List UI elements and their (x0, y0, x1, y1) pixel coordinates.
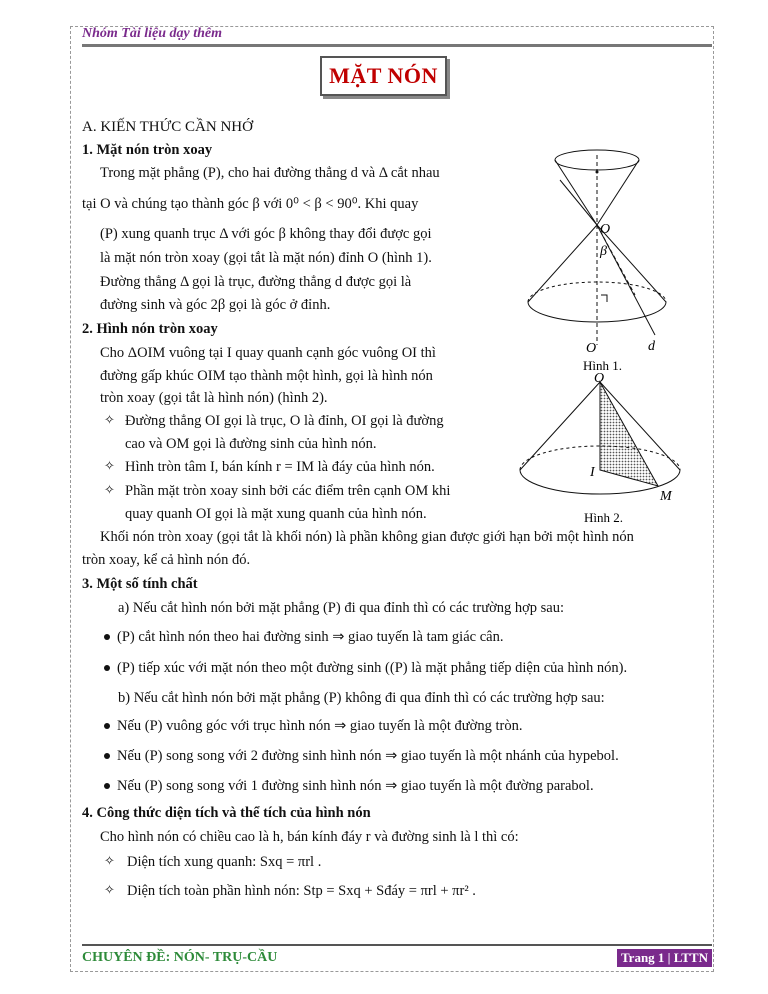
s2-line3: tròn xoay (gọi tắt là hình nón) (hình 2). (100, 390, 328, 406)
s1-line6: đường sinh và góc 2β gọi là góc ở đỉnh. (100, 297, 331, 313)
page-header: Nhóm Tài liệu dạy thêm (82, 26, 222, 41)
bullet-dot-icon (104, 665, 110, 671)
section-a-heading: A. KIẾN THỨC CẦN NHỚ (82, 119, 253, 135)
s2-para1: Khối nón tròn xoay (gọi tắt là khối nón) là phần không gian được giới hạn bởi một hình nón (100, 529, 634, 545)
bullet-dot-icon (104, 753, 110, 759)
bullet-diamond-icon: ✧ (104, 482, 115, 497)
bullet-dot-icon (104, 634, 110, 640)
s1-line2: tại O và chúng tạo thành góc β với 0⁰ < β < 90⁰. Khi quay (82, 196, 419, 212)
footer-rule (82, 944, 712, 946)
s1-line4: là mặt nón tròn xoay (gọi tắt là mặt nón) đỉnh O (hình 1). (100, 250, 432, 266)
fig1-label-o-top: O (600, 222, 611, 237)
figure-1-double-cone (500, 145, 700, 380)
bullet-diamond-icon: ✧ (104, 458, 115, 473)
s2-bullet3-b: quay quanh OI gọi là mặt xung quanh của hình nón. (125, 506, 427, 522)
s3-b1: Nếu (P) vuông góc với trục hình nón ⇒ giao tuyến là một đường tròn. (117, 718, 523, 734)
title-box (320, 56, 447, 96)
header-rule (82, 44, 712, 47)
bullet-dot-icon (104, 783, 110, 789)
s1-line3: (P) xung quanh trục Δ với góc β không thay đổi được gọi (100, 226, 432, 242)
s3-heading: 3. Một số tính chất (82, 576, 198, 592)
fig1-label-o-bottom: O (586, 341, 597, 356)
s4-line1: Cho hình nón có chiều cao là h, bán kính đáy r và đường sinh là l thì có: (100, 829, 519, 845)
fig2-label-m: M (660, 489, 672, 504)
s4-heading: 4. Công thức diện tích và thể tích của hình nón (82, 805, 371, 821)
s2-line1: Cho ΔOIM vuông tại I quay quanh cạnh góc vuông OI thì (100, 345, 436, 361)
s2-heading: 2. Hình nón tròn xoay (82, 321, 218, 337)
s2-bullet3-a: Phần mặt tròn xoay sinh bởi các điểm trên cạnh OM khi (125, 483, 451, 499)
bullet-dot-icon (104, 723, 110, 729)
s4-formula1: Diện tích xung quanh: Sxq = πrl . (127, 854, 322, 870)
s3-b: b) Nếu cắt hình nón bởi mặt phẳng (P) không đi qua đỉnh thì có các trường hợp sau: (118, 690, 605, 706)
s2-line2: đường gấp khúc OIM tạo thành một hình, gọi là hình nón (100, 368, 433, 384)
fig1-label-beta: β (600, 244, 607, 259)
fig2-label-o: O (594, 371, 605, 386)
s2-para2: tròn xoay, kể cả hình nón đó. (82, 552, 251, 568)
bullet-diamond-icon: ✧ (104, 882, 115, 897)
footer-page-number: Trang 1 | LTTN (617, 949, 712, 967)
s1-heading: 1. Mặt nón tròn xoay (82, 142, 213, 158)
s3-a1: (P) cắt hình nón theo hai đường sinh ⇒ giao tuyến là tam giác cân. (117, 629, 504, 645)
s4-formula2: Diện tích toàn phần hình nón: Stp = Sxq + Sđáy = πrl + πr² . (127, 883, 476, 899)
s3-a2: (P) tiếp xúc với mặt nón theo một đường sinh ((P) là mặt phẳng tiếp diện của hình nón). (117, 660, 628, 676)
bullet-diamond-icon: ✧ (104, 853, 115, 868)
fig2-caption: Hình 2. (584, 510, 623, 525)
s2-bullet2: Hình tròn tâm I, bán kính r = IM là đáy của hình nón. (125, 459, 435, 475)
figure-2-cone (510, 370, 700, 530)
s2-bullet1-a: Đường thẳng OI gọi là trục, O là đỉnh, OI gọi là đường (125, 413, 444, 429)
s3-a: a) Nếu cắt hình nón bởi mặt phẳng (P) đi qua đỉnh thì có các trường hợp sau: (118, 600, 565, 616)
bullet-diamond-icon: ✧ (104, 412, 115, 427)
footer-topic: CHUYÊN ĐỀ: NÓN- TRỤ-CẦU (82, 950, 278, 965)
fig1-label-d: d (648, 339, 655, 354)
fig1-caption: Hình 1. (583, 358, 622, 373)
s3-b3: Nếu (P) song song với 1 đường sinh hình nón ⇒ giao tuyến là một đường parabol. (117, 778, 594, 794)
s3-b2: Nếu (P) song song với 2 đường sinh hình nón ⇒ giao tuyến là một nhánh của hypebol. (117, 748, 619, 764)
page-title: MẶT NÓN (329, 63, 438, 88)
fig2-label-i: I (590, 465, 595, 480)
s1-line5: Đường thẳng Δ gọi là trục, đường thẳng d được gọi là (100, 274, 412, 290)
s1-line1: Trong mặt phẳng (P), cho hai đường thẳng d và Δ cắt nhau (100, 165, 440, 181)
s2-bullet1-b: cao và OM gọi là đường sinh của hình nón. (125, 436, 377, 452)
